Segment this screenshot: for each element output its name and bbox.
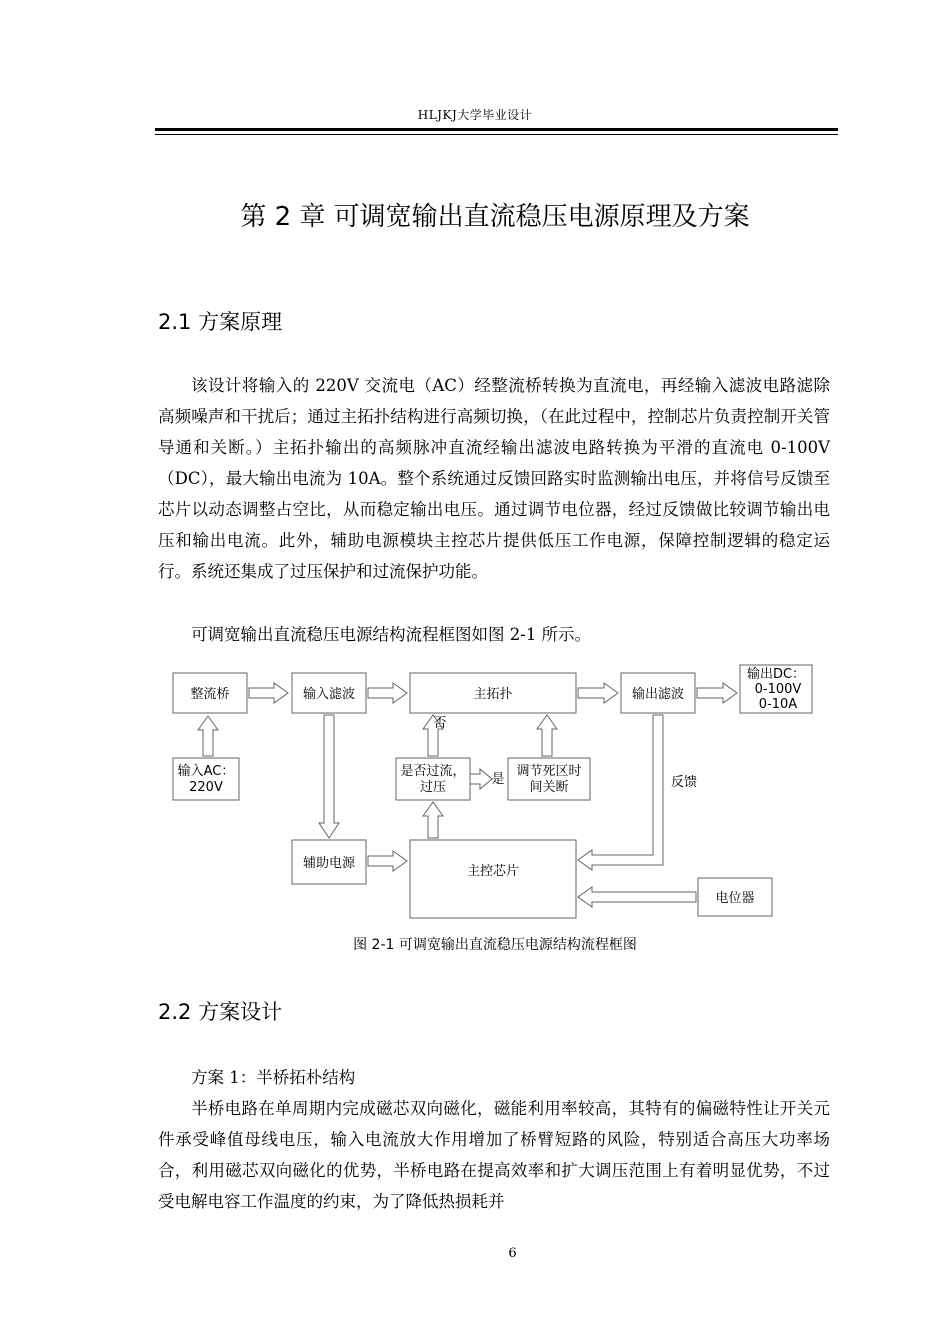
- input-filter-label: 输入滤波: [302, 687, 356, 702]
- section-title-2-2: 2.2 方案设计: [158, 1000, 283, 1024]
- check-line2: 过压: [419, 780, 447, 795]
- arrow-feedback: [578, 715, 663, 870]
- output-dc-line3: 0-10A: [758, 697, 798, 712]
- flow-diagram: [158, 660, 830, 930]
- arrow-ac-to-rectifier: [198, 716, 218, 756]
- running-header: HLJKJ大学毕业设计: [417, 108, 533, 122]
- dead-time-line1: 调节死区时: [516, 764, 582, 779]
- arrow-yes: [470, 769, 492, 789]
- arrow-dead-to-topology: [537, 715, 557, 756]
- aux-power-label: 辅助电源: [302, 856, 356, 871]
- header-rule-thin: [155, 134, 838, 135]
- arrow-filter-to-topology: [368, 683, 407, 703]
- chapter-title: 第 2 章 可调宽输出直流稳压电源原理及方案: [240, 202, 750, 232]
- main-topology-label: 主拓扑: [473, 687, 513, 702]
- arrow-rectifier-to-filter: [249, 683, 288, 703]
- rectifier-label: 整流桥: [190, 687, 230, 702]
- page-number: 6: [508, 1246, 517, 1261]
- main-chip-label: 主控芯片: [466, 864, 520, 879]
- arrow-topology-to-output-filter: [578, 683, 618, 703]
- arrow-aux-to-chip: [368, 851, 407, 871]
- section-2-2-paragraph: 半桥电路在单周期内完成磁芯双向磁化，磁能利用率较高，其特有的偏磁特性让开关元件承受峰值母线电压，输入电流放大作用增加了桥臂短路的风险，特别适合高压大功率场合，利用磁芯双向磁化的优势，半桥电路在提高效率和扩大调压范围上有着明显优势，不过受电解电容工作温度的约束，为了降低热损耗并: [158, 1099, 830, 1211]
- main-chip-box: [410, 840, 576, 918]
- input-ac-line1: 输入AC：: [177, 764, 235, 779]
- section-2-1-paragraph: 该设计将输入的 220V 交流电（AC）经整流桥转换为直流电，再经输入滤波电路滤除高频噪声和干扰后；通过主拓扑结构进行高频切换，（在此过程中，控制芯片负责控制开关管导通和关断。）主拓扑输出的高频脉冲直流经输出滤波电路转换为平滑的直流电 0-100V（DC），最大输出电流为 10A。整个系统通过反馈回路实时监测输出电压，并将信号反馈至芯片以动态调整占空比，从而稳定输出电压。通过调节电位器，经过反馈做比较调节输出电压和输出电流。此外，辅助电源模块主控芯片提供低压工作电源，保障控制逻辑的稳定运行。系统还集成了过压保护和过流保护功能。: [158, 376, 830, 581]
- section-title-2-1: 2.1 方案原理: [158, 310, 283, 334]
- potentiometer-label: 电位器: [715, 891, 755, 906]
- figure-caption: 图 2-1 可调宽输出直流稳压电源结构流程框图: [353, 937, 637, 953]
- check-line1: 是否过流，: [400, 764, 466, 779]
- arrow-potentiometer-to-chip: [578, 887, 696, 907]
- arrow-filter-to-aux: [319, 715, 339, 838]
- output-dc-line2: 0-100V: [754, 682, 802, 697]
- feedback-label: 反馈: [670, 775, 698, 790]
- scheme-1-label: 方案 1：半桥拓朴结构: [191, 1068, 356, 1087]
- arrow-output-filter-to-output: [697, 683, 737, 703]
- dead-time-line2: 间关断: [529, 780, 569, 795]
- no-label: 否: [433, 716, 447, 731]
- yes-label: 是: [491, 772, 505, 787]
- output-dc-line1: 输出DC：: [746, 667, 806, 682]
- output-filter-label: 输出滤波: [631, 687, 685, 702]
- figure-reference-line: 可调宽输出直流稳压电源结构流程框图如图 2-1 所示。: [191, 625, 592, 644]
- input-ac-line2: 220V: [189, 780, 223, 795]
- header-rule-thick: [155, 128, 838, 131]
- arrow-chip-to-check: [423, 802, 443, 838]
